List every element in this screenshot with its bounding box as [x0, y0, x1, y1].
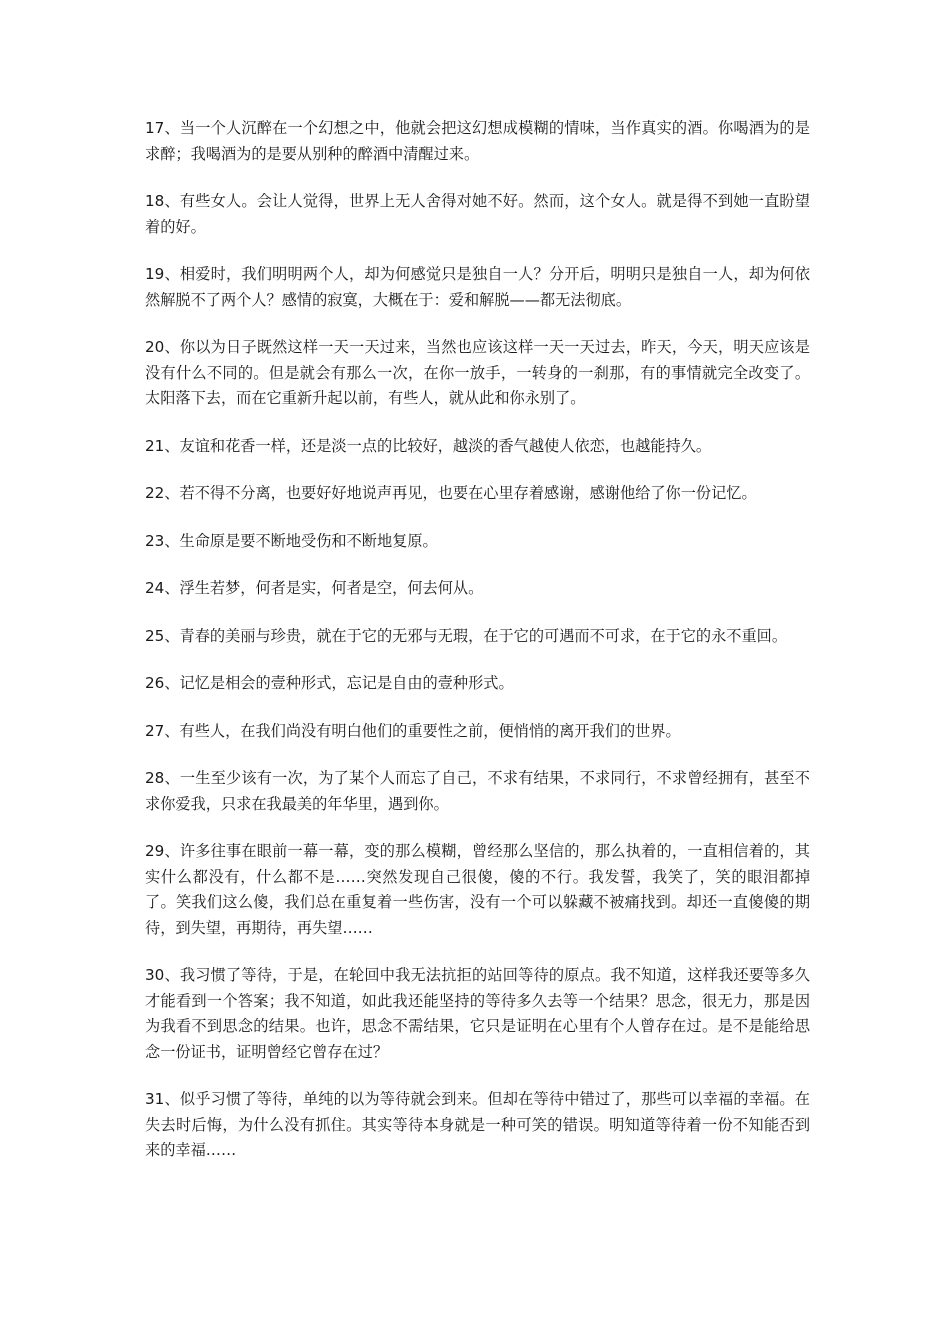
- paragraph-19: 19、相爱时，我们明明两个人，却为何感觉只是独自一人？分开后，明明只是独自一人，却为何依然解脱不了两个人？感情的寂寞，大概在于：爱和解脱——都无法彻底。: [145, 265, 810, 309]
- paragraph-31: 31、似乎习惯了等待，单纯的以为等待就会到来。但却在等待中错过了，那些可以幸福的幸福。在失去时后悔，为什么没有抓住。其实等待本身就是一种可笑的错误。明知道等待着一份不知能否到来的幸福……: [145, 1090, 810, 1159]
- paragraph-28: 28、一生至少该有一次，为了某个人而忘了自己，不求有结果，不求同行，不求曾经拥有，甚至不求你爱我，只求在我最美的年华里，遇到你。: [145, 769, 810, 813]
- paragraph-26: 26、记忆是相会的壹种形式，忘记是自由的壹种形式。: [145, 674, 514, 692]
- paragraph-27: 27、有些人，在我们尚没有明白他们的重要性之前，便悄悄的离开我们的世界。: [145, 721, 681, 740]
- paragraph-23: 23、生命原是要不断地受伤和不断地复原。: [145, 531, 438, 550]
- paragraph-29: 29、许多往事在眼前一幕一幕，变的那么模糊，曾经那么坚信的，那么执着的，一直相信着的，其实什么都没有，什么都不是……突然发现自己很傻，傻的不行。我发誓，我笑了，笑的眼泪都掉了。笑我们这么傻，我们总在重复着一些伤害，没有一个可以躲藏不被痛找到。却还一直傻傻的期待，到失望，再期待，再失望……: [145, 842, 810, 937]
- paragraph-20: 20、你以为日子既然这样一天一天过来，当然也应该这样一天一天过去，昨天，今天，明天应该是没有什么不同的。但是就会有那么一次，在你一放手，一转身的一刹那，有的事情就完全改变了。太阳落下去，而在它重新升起以前，有些人，就从此和你永别了。: [145, 338, 810, 407]
- document-page: [145, 116, 810, 1186]
- paragraph-18: 18、有些女人。会让人觉得，世界上无人舍得对她不好。然而，这个女人。就是得不到她一直盼望着的好。: [145, 192, 810, 236]
- paragraph-22: 22、若不得不分离，也要好好地说声再见，也要在心里存着感谢，感谢他给了你一份记忆。: [145, 484, 757, 502]
- paragraph-17: 17、当一个人沉醉在一个幻想之中，他就会把这幻想成模糊的情味，当作真实的酒。你喝酒为的是求醉；我喝酒为的是要从别种的醉酒中清醒过来。: [145, 119, 810, 163]
- paragraph-21: 21、友谊和花香一样，还是淡一点的比较好，越淡的香气越使人依恋，也越能持久。: [145, 436, 712, 455]
- paragraph-30: 30、我习惯了等待，于是，在轮回中我无法抗拒的站回等待的原点。我不知道，这样我还要等多久才能看到一个答案；我不知道，如此我还能坚持的等待多久去等一个结果？思念，很无力，那是因为我看不到思念的结果。也许，思念不需结果，它只是证明在心里有个人曾存在过。是不是能给思念一份证书，证明曾经它曾存在过？: [145, 966, 810, 1061]
- paragraph-24: 24、浮生若梦，何者是实，何者是空，何去何从。: [145, 579, 484, 597]
- paragraph-25: 25、青春的美丽与珍贵，就在于它的无邪与无瑕，在于它的可遇而不可求，在于它的永不重回。: [145, 626, 788, 645]
